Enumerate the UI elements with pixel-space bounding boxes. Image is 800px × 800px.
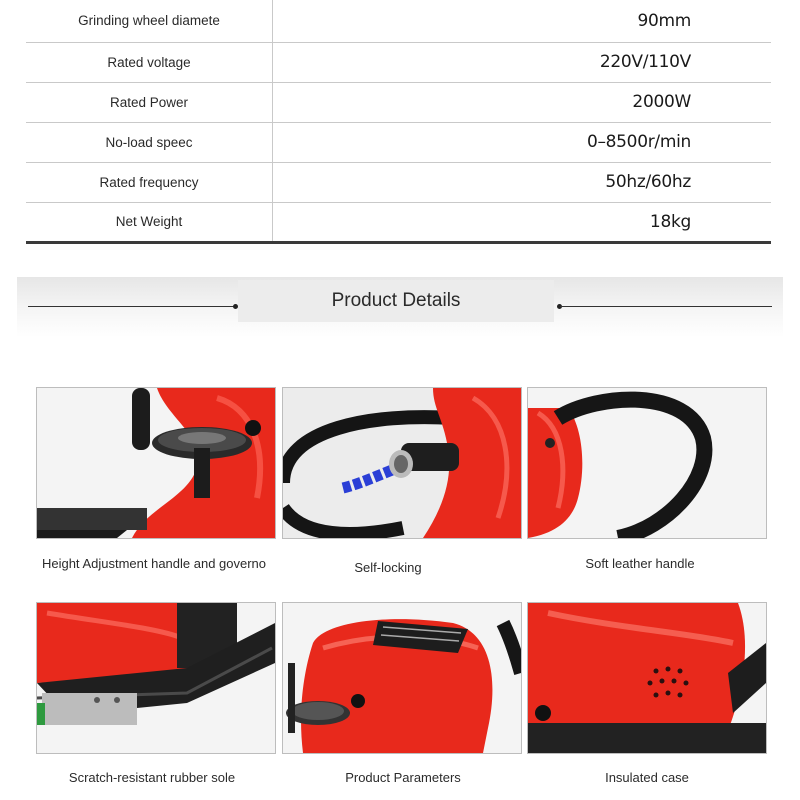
spec-row <box>26 82 771 122</box>
spec-row <box>26 0 771 42</box>
detail-caption: Insulated case <box>605 770 689 785</box>
spec-table <box>26 0 771 244</box>
detail-image-handwheel <box>36 387 276 539</box>
detail-caption: Self-locking <box>354 560 422 575</box>
spec-row <box>26 122 771 162</box>
spec-label: Rated Power <box>26 82 273 122</box>
spec-row <box>26 202 771 242</box>
detail-image-curved-handle <box>527 387 767 539</box>
spec-value: 220V/110V <box>599 52 691 72</box>
detail-image-coolant-nozzle <box>282 387 522 539</box>
spec-value: 0–8500r/min <box>586 132 691 152</box>
detail-caption: Scratch-resistant rubber sole <box>68 770 236 785</box>
spec-label: No-load speec <box>26 122 273 162</box>
section-divider-right <box>560 306 772 307</box>
detail-caption: Product Parameters <box>345 770 461 785</box>
spec-label: Grinding wheel diamete <box>26 0 273 42</box>
spec-value: 18kg <box>649 211 691 232</box>
section-title: Product Details <box>238 280 554 322</box>
spec-label: Rated frequency <box>26 162 273 202</box>
detail-caption: Soft leather handle <box>585 556 695 571</box>
detail-caption: Height Adjustment handle and governo <box>41 556 267 571</box>
spec-value: 2000W <box>632 92 691 112</box>
spec-value: 90mm <box>637 10 691 31</box>
spec-row <box>26 162 771 202</box>
detail-image-nameplate <box>282 602 522 754</box>
detail-image-base-plate <box>36 602 276 754</box>
spec-value: 50hz/60hz <box>605 172 691 192</box>
spec-label: Rated voltage <box>26 42 273 82</box>
spec-label: Net Weight <box>26 202 273 242</box>
section-divider-left <box>28 306 236 307</box>
detail-image-vent-housing <box>527 602 767 754</box>
spec-row <box>26 42 771 82</box>
